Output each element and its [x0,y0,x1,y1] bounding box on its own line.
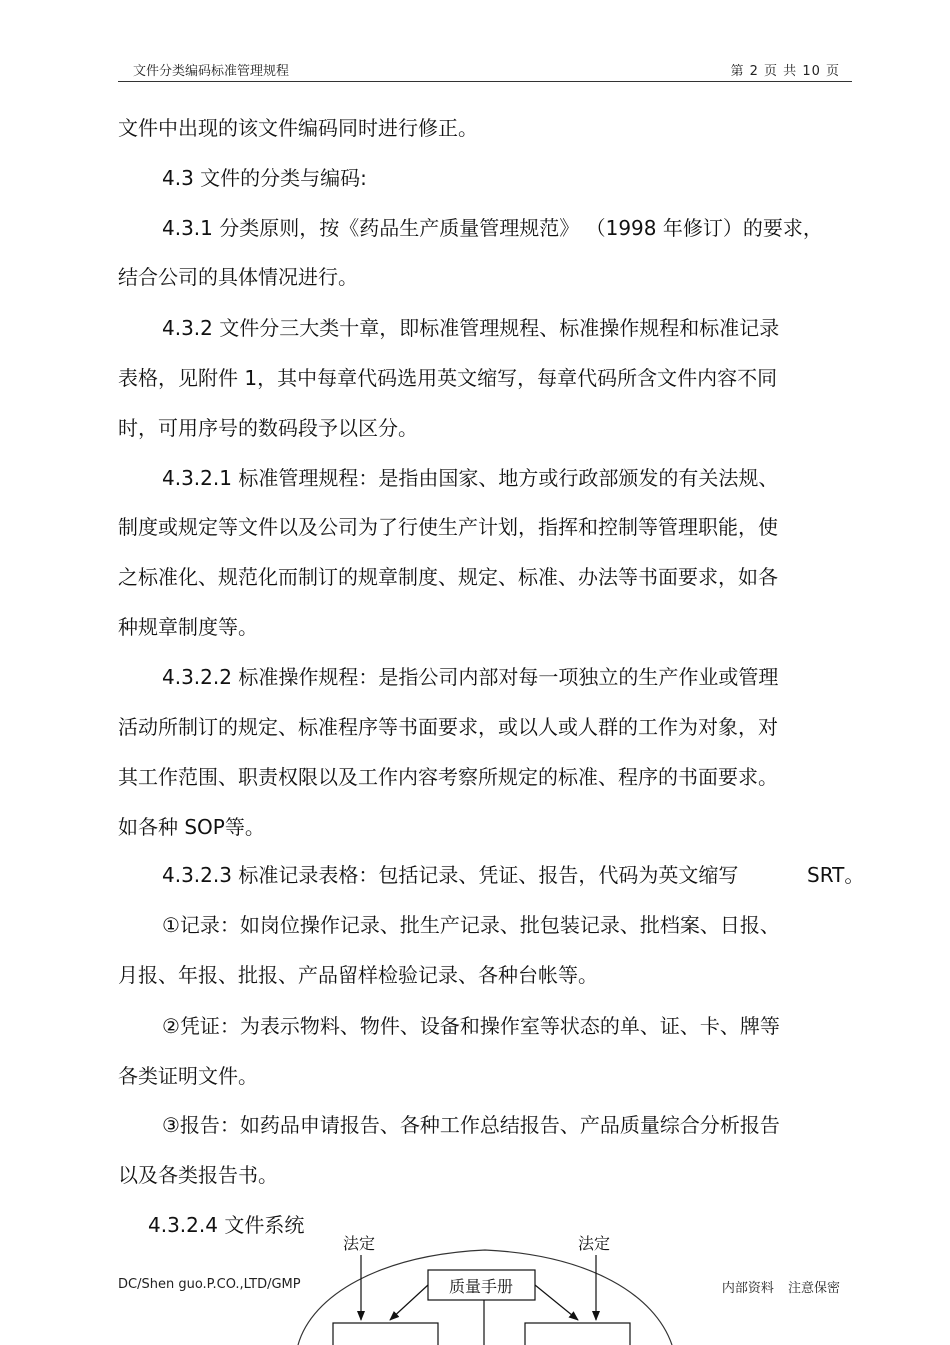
left-legal-label: 法定 [343,1234,376,1253]
paragraph-4-3-2-2-line: 4.3.2.2 标准操作规程：是指公司内部对每一项独立的生产作业或管理 [162,665,779,689]
paragraph-line: 文件中出现的该文件编码同时进行修正。 [118,116,478,140]
paragraph-4-3-2-1-line: 4.3.2.1 标准管理规程：是指由国家、地方或行政部颁发的有关法规、 [162,466,779,490]
paragraph-4-3-2-1-line: 种规章制度等。 [118,615,258,639]
paragraph-4-3-1-line: 结合公司的具体情况进行。 [118,265,358,289]
paragraph-4-3-2-line: 时，可用序号的数码段予以区分。 [118,416,418,440]
header-page-info: 第 2 页 共 10 页 [730,64,840,79]
right-lower-box [525,1323,630,1345]
footer-company: DC/Shen guo.P.CO.,LTD/GMP [118,1277,301,1292]
record-item-line: 月报、年报、批报、产品留样检验记录、各种台帐等。 [118,963,598,987]
paragraph-4-3-2-3-line: 4.3.2.3 标准记录表格：包括记录、凭证、报告，代码为英文缩写 [162,863,739,887]
paragraph-4-3-2-1-line: 之标准化、规范化而制订的规章制度、规定、标准、办法等书面要求，如各 [118,565,778,589]
paragraph-4-3-2-1-line: 制度或规定等文件以及公司为了行使生产计划，指挥和控制等管理职能，使 [118,515,778,539]
report-item-line: ③报告：如药品申请报告、各种工作总结报告、产品质量综合分析报告 [162,1113,780,1137]
center-left-arrow [390,1285,428,1320]
section-heading-4-3-2-4: 4.3.2.4 文件系统 [148,1213,305,1237]
paragraph-4-3-2-line: 表格，见附件 1，其中每章代码选用英文缩写，每章代码所含文件内容不同 [118,366,778,390]
footer-confidential: 内部资料 注意保密 [721,1281,840,1296]
right-legal-label: 法定 [578,1234,611,1253]
record-item-line: ①记录：如岗位操作记录、批生产记录、批包装记录、批档案、日报、 [162,913,780,937]
srt-code: SRT。 [807,863,865,887]
section-heading-4-3: 4.3 文件的分类与编码: [162,166,367,190]
header-title: 文件分类编码标准管理规程 [133,64,290,79]
paragraph-4-3-1-line: 4.3.1 分类原则，按《药品生产质量管理规范》 （1998 年修订）的要求， [162,216,823,240]
paragraph-4-3-2-2-line: 活动所制订的规定、标准程序等书面要求，或以人或人群的工作为对象，对 [118,715,778,739]
left-lower-box [333,1323,438,1345]
report-item-line: 以及各类报告书。 [118,1163,278,1187]
paragraph-4-3-2-2-line: 其工作范围、职责权限以及工作内容考察所规定的标准、程序的书面要求。 [118,765,778,789]
quality-manual-label: 质量手册 [448,1277,514,1296]
voucher-item-line: 各类证明文件。 [118,1064,258,1088]
center-right-arrow [535,1285,578,1320]
voucher-item-line: ②凭证：为表示物料、物件、设备和操作室等状态的单、证、卡、牌等 [162,1014,780,1038]
paragraph-4-3-2-2-line: 如各种 SOP等。 [118,815,265,839]
paragraph-4-3-2-line: 4.3.2 文件分三大类十章，即标准管理规程、标准操作规程和标准记录 [162,316,780,340]
